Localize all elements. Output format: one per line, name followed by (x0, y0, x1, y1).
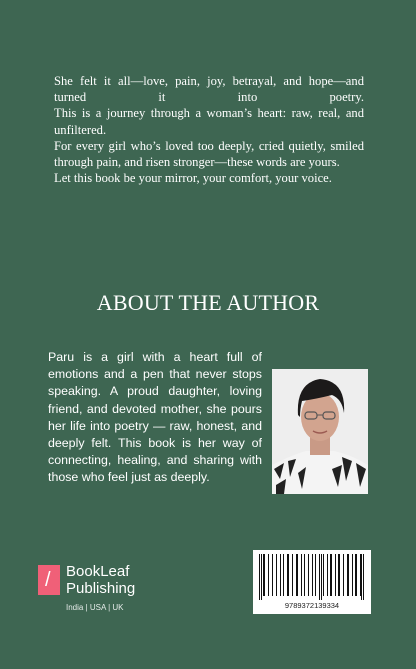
barcode-bar (315, 554, 316, 596)
barcode-bar (330, 554, 332, 596)
barcode-bar (355, 554, 357, 596)
barcode-bar (276, 554, 277, 596)
blurb-paragraph-4: Let this book be your mirror, your comfort, your voice. (54, 171, 332, 186)
author-bio: Paru is a girl with a heart full of emotions and a pen that never stops speaking. A proud daughter, loving friend, and devoted mother, she pours her life into poetry — raw, honest, and deeply felt. This book is her way of connecting, healing, and sharing with those who feel just as deeply. (48, 350, 262, 485)
barcode-bar (335, 554, 336, 596)
barcode-bar (352, 554, 353, 596)
barcode-bar (263, 554, 265, 596)
barcode-bar (261, 554, 262, 600)
barcode-bar (292, 554, 293, 596)
barcode-bar (304, 554, 305, 596)
barcode-bar (272, 554, 273, 596)
barcode-bar (323, 554, 324, 596)
barcode-bar (347, 554, 349, 596)
isbn-barcode (253, 550, 371, 614)
barcode-bar (343, 554, 344, 596)
barcode-bars (257, 554, 367, 600)
barcode-bar (361, 554, 362, 600)
barcode-bar (327, 554, 328, 596)
back-cover-blurb (54, 73, 364, 186)
barcode-bar (283, 554, 284, 596)
publisher-logo-slash: / (45, 569, 51, 591)
barcode-bar (321, 554, 322, 600)
publisher-name-line2: Publishing (66, 580, 136, 597)
publisher-logo-mark (38, 565, 60, 595)
barcode-bar (312, 554, 313, 596)
barcode-bar (308, 554, 309, 596)
author-photo (272, 369, 368, 494)
blurb-paragraph-1: She felt it all—love, pain, joy, betrayal, and hope—and turned it into poetry. (54, 74, 364, 105)
barcode-bar (338, 554, 340, 596)
barcode-bar (280, 554, 281, 596)
barcode-bar (363, 554, 364, 600)
blurb-paragraph-2: This is a journey through a woman’s heart: raw, real, and unfiltered. (54, 106, 364, 137)
isbn-number: 9789372139334 (284, 601, 340, 610)
barcode-bar (360, 554, 361, 596)
publisher-name-line1: BookLeaf (66, 563, 130, 580)
about-author-heading: ABOUT THE AUTHOR (96, 290, 320, 315)
barcode-bar (268, 554, 269, 596)
barcode-bar (296, 554, 298, 596)
barcode-bar (287, 554, 289, 596)
blurb-paragraph-3: For every girl who’s loved too deeply, cried quietly, smiled through pain, and risen stronger—these words are yours. (54, 138, 364, 170)
barcode-bar (319, 554, 320, 600)
barcode-bar (301, 554, 302, 596)
publisher-regions: India | USA | UK (66, 603, 124, 612)
barcode-bar (259, 554, 260, 600)
